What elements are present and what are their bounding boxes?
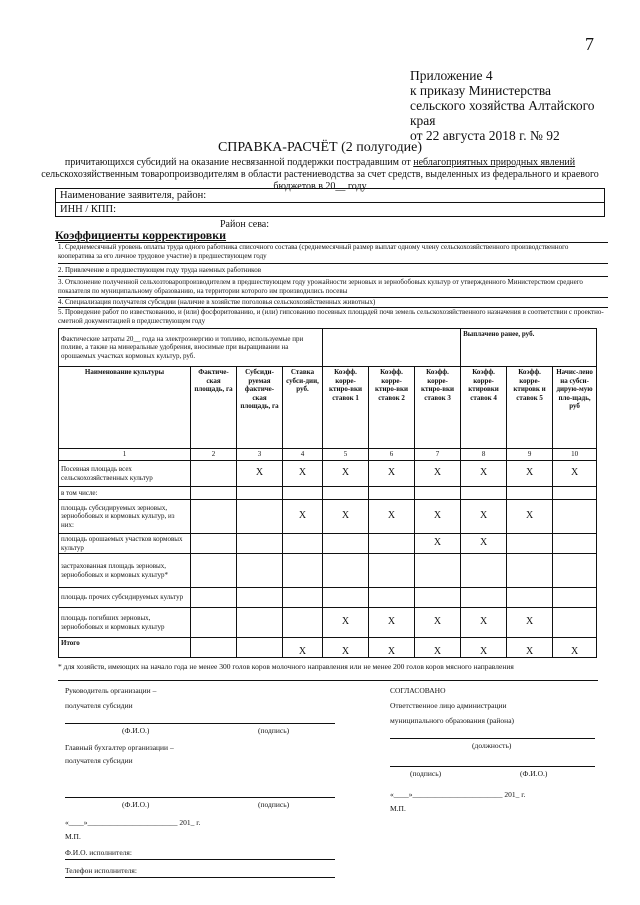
x-mark: X — [369, 608, 415, 638]
appendix-line: от 22 августа 2018 г. № 92 — [410, 128, 560, 143]
x-mark: X — [461, 608, 507, 638]
responsible-label-2: муниципального образования (района) — [390, 716, 515, 725]
row-label: площадь погибших зерновых, зернобобовых и кормовых культур — [59, 608, 191, 638]
input-cell[interactable] — [191, 554, 237, 588]
col-number: 1 — [59, 449, 191, 461]
subtitle-part2: сельскохозяйственным товаропроизводителям в области растениеводства за счет средств, выделенных из федерального и краевого бюджетов в 20__ году — [41, 169, 599, 192]
input-cell[interactable] — [191, 500, 237, 534]
input-cell[interactable] — [507, 487, 553, 500]
input-cell[interactable] — [283, 487, 323, 500]
input-cell[interactable] — [507, 554, 553, 588]
empty-cell[interactable] — [323, 329, 461, 367]
appendix-line: сельского хозяйства Алтайского — [410, 98, 595, 113]
input-cell[interactable] — [237, 554, 283, 588]
divider — [58, 680, 598, 681]
input-cell[interactable] — [415, 487, 461, 500]
header-rate: Ставка субси-дии, руб. — [283, 367, 323, 449]
input-cell[interactable] — [369, 588, 415, 608]
executor-fio-line[interactable] — [65, 859, 335, 860]
subtitle-part1: причитающихся субсидий на оказание несвязанной поддержки пострадавшим от — [64, 157, 414, 168]
input-cell[interactable] — [415, 588, 461, 608]
divider — [58, 276, 608, 277]
header-accrued: Начис-лено на субси-дирую-мую пло-щадь, руб — [553, 367, 597, 449]
x-mark: X — [415, 608, 461, 638]
input-cell[interactable] — [507, 534, 553, 554]
subtitle-underlined: неблагоприятных природных явлений — [413, 157, 576, 168]
x-mark: X — [461, 461, 507, 487]
row-label: в том числе: — [59, 487, 191, 500]
row-label: застрахованная площадь зерновых, зернобобовых и кормовых культур* — [59, 554, 191, 588]
input-cell[interactable] — [283, 534, 323, 554]
coefficient-4: 4. Специализация получателя субсидии (наличие в хозяйстве поголовья сельскохозяйственных животных) — [58, 298, 376, 306]
input-cell[interactable] — [461, 588, 507, 608]
divider — [58, 263, 608, 264]
input-cell[interactable] — [237, 487, 283, 500]
applicant-info-box — [55, 188, 605, 217]
col-number: 2 — [191, 449, 237, 461]
input-cell[interactable] — [553, 534, 597, 554]
input-cell[interactable] — [461, 487, 507, 500]
accountant-sign-line[interactable] — [65, 797, 335, 798]
input-cell[interactable] — [237, 588, 283, 608]
header-coef-1: Коэфф. корре-ктиро-вки ставок 1 — [323, 367, 369, 449]
calculation-table — [58, 328, 597, 658]
input-cell[interactable] — [553, 554, 597, 588]
page-number: 7 — [585, 34, 594, 54]
head-label-1: Руководитель организации – — [65, 686, 157, 695]
input-cell[interactable] — [237, 608, 283, 638]
row-label: площадь субсидируемых зерновых, зернобобовых и кормовых культур, из них: — [59, 500, 191, 534]
x-mark: X — [461, 500, 507, 534]
col-number: 10 — [553, 449, 597, 461]
col-number: 8 — [461, 449, 507, 461]
input-cell[interactable] — [369, 554, 415, 588]
x-mark: X — [415, 500, 461, 534]
appendix-line: Приложение 4 — [410, 68, 493, 83]
x-mark: X — [283, 638, 323, 658]
stamp-label-right: М.П. — [390, 804, 406, 813]
inn-field[interactable]: ИНН / КПП: — [60, 204, 117, 215]
coefficient-5: 5. Проведение работ по известкованию, и (или) фосфоритованию, и (или) гипсованию посевных площадей почв земель сельскохозяйственного назначения в соответствии с проектно-сметной документацией в предшествующем году — [58, 308, 604, 325]
footnote: * для хозяйств, имеющих на начало года не менее 300 голов коров молочного направления или не менее 200 голов коров мясного направления — [58, 662, 514, 671]
input-cell[interactable] — [191, 608, 237, 638]
x-mark: X — [415, 638, 461, 658]
x-mark: X — [283, 461, 323, 487]
header-coef-4: Коэфф. корре-ктировки ставок 4 — [461, 367, 507, 449]
header-coef-5: Коэфф. корре-ктировк и ставок 5 — [507, 367, 553, 449]
date-field-right[interactable]: «____»________________________ 201_ г. — [390, 790, 526, 799]
region-field[interactable]: Район сева: — [220, 219, 270, 230]
x-mark: X — [237, 461, 283, 487]
appendix-line: к приказу Министерства — [410, 83, 552, 98]
stamp-label-left: М.П. — [65, 832, 81, 841]
input-cell[interactable] — [553, 588, 597, 608]
x-mark: X — [461, 534, 507, 554]
input-cell[interactable] — [237, 500, 283, 534]
executor-phone-label: Телефон исполнителя: — [65, 866, 137, 875]
x-mark: X — [323, 461, 369, 487]
x-mark: X — [507, 500, 553, 534]
row-label: площадь орошаемых участков кормовых культур — [59, 534, 191, 554]
coefficient-3: 3. Отклонение полученной сельхозтоваропроизводителем в предшествующем году урожайности зерновых и зернобобовых культур от утвержденного Министерством среднего показателя по муниципальному образованию, на территории которого им производились посевы — [58, 278, 583, 295]
executor-phone-line[interactable] — [65, 877, 335, 878]
fio-caption: (Ф.И.О.) — [122, 800, 150, 809]
executor-fio-label: Ф.И.О. исполнителя: — [65, 848, 132, 857]
signature-caption: (подпись) — [410, 769, 442, 778]
col-number: 6 — [369, 449, 415, 461]
appendix-block — [410, 68, 610, 143]
x-mark: X — [283, 500, 323, 534]
input-cell[interactable] — [507, 588, 553, 608]
x-mark: X — [369, 500, 415, 534]
col-number: 4 — [283, 449, 323, 461]
coefficient-1: 1. Среднемесячный уровень оплаты труда одного работника списочного состава (среднемесячный размер выплат одному члену сельскохозяйственного производственного кооператива за его личное трудовое участие) в предшествующем году — [58, 243, 569, 260]
input-cell[interactable] — [553, 487, 597, 500]
position-caption: (должность) — [472, 741, 512, 750]
input-cell[interactable] — [283, 554, 323, 588]
x-mark: X — [415, 461, 461, 487]
applicant-field[interactable]: Наименование заявителя, район: — [56, 189, 604, 203]
x-mark: X — [323, 638, 369, 658]
input-cell[interactable] — [553, 500, 597, 534]
col-number: 5 — [323, 449, 369, 461]
x-mark: X — [553, 461, 597, 487]
header-coef-3: Коэфф. корре-ктиро-вки ставок 3 — [415, 367, 461, 449]
head-sign-line[interactable] — [65, 723, 335, 724]
input-cell[interactable] — [283, 608, 323, 638]
coefficient-2: 2. Привлечение в предшествующем году труда наемных работников — [58, 266, 262, 274]
header-subsidized-area: Субсиди-руемая фактиче-ская площадь, га — [237, 367, 283, 449]
row-label-total: Итого — [59, 638, 191, 658]
position-line[interactable] — [390, 738, 595, 739]
input-cell[interactable] — [191, 638, 237, 658]
col-number: 7 — [415, 449, 461, 461]
input-cell[interactable] — [191, 534, 237, 554]
input-cell[interactable] — [415, 554, 461, 588]
input-cell[interactable] — [323, 554, 369, 588]
col-number: 3 — [237, 449, 283, 461]
input-cell[interactable] — [553, 608, 597, 638]
input-cell[interactable] — [369, 534, 415, 554]
input-cell[interactable] — [191, 588, 237, 608]
coefficients-title: Коэффициенты корректировки — [55, 228, 227, 242]
head-label-2: получателя субсидии — [65, 701, 133, 710]
signature-caption: (подпись) — [258, 800, 290, 809]
date-field-left[interactable]: «____»________________________ 201_ г. — [65, 818, 201, 827]
accountant-label-2: получателя субсидии — [65, 756, 133, 765]
x-mark: X — [553, 638, 597, 658]
x-mark: X — [507, 638, 553, 658]
x-mark: X — [369, 638, 415, 658]
x-mark: X — [507, 461, 553, 487]
row-label: площадь прочих субсидируемых культур — [59, 588, 191, 608]
input-cell[interactable] — [283, 588, 323, 608]
input-cell[interactable] — [323, 588, 369, 608]
x-mark: X — [369, 461, 415, 487]
header-actual-area: Фактиче-ская площадь, га — [191, 367, 237, 449]
input-cell[interactable] — [191, 461, 237, 487]
input-cell[interactable] — [323, 534, 369, 554]
x-mark: X — [415, 534, 461, 554]
fio-caption: (Ф.И.О.) — [520, 769, 548, 778]
input-cell[interactable] — [461, 554, 507, 588]
fio-caption: (Ф.И.О.) — [122, 726, 150, 735]
agreed-label: СОГЛАСОВАНО — [390, 686, 446, 695]
appendix-line: края — [410, 113, 436, 128]
input-cell[interactable] — [237, 638, 283, 658]
col-number: 9 — [507, 449, 553, 461]
header-coef-2: Коэфф. корре-ктиро-вки ставок 2 — [369, 367, 415, 449]
x-mark: X — [461, 638, 507, 658]
input-cell[interactable] — [369, 487, 415, 500]
x-mark: X — [323, 500, 369, 534]
input-cell[interactable] — [237, 534, 283, 554]
signature-caption: (подпись) — [258, 726, 290, 735]
x-mark: X — [507, 608, 553, 638]
paid-earlier-header: Выплачено ранее, руб. — [461, 329, 597, 367]
responsible-sign-line[interactable] — [390, 766, 595, 767]
responsible-label-1: Ответственное лицо администрации — [390, 701, 507, 710]
input-cell[interactable] — [191, 487, 237, 500]
input-cell[interactable] — [323, 487, 369, 500]
x-mark: X — [323, 608, 369, 638]
costs-note-cell: Фактические затраты 20__ года на электроэнергию и топливо, используемые при поливе, а также на минеральные удобрения, вносимые при выращивании на орошаемых участках кормовых культур, руб. — [59, 329, 323, 367]
header-culture: Наименование культуры — [59, 367, 191, 449]
row-label: Посевная площадь всех сельскохозяйственных культур — [59, 461, 191, 487]
document-title: СПРАВКА-РАСЧЁТ (2 полугодие) — [217, 140, 423, 155]
accountant-label-1: Главный бухгалтер организации – — [65, 743, 174, 752]
